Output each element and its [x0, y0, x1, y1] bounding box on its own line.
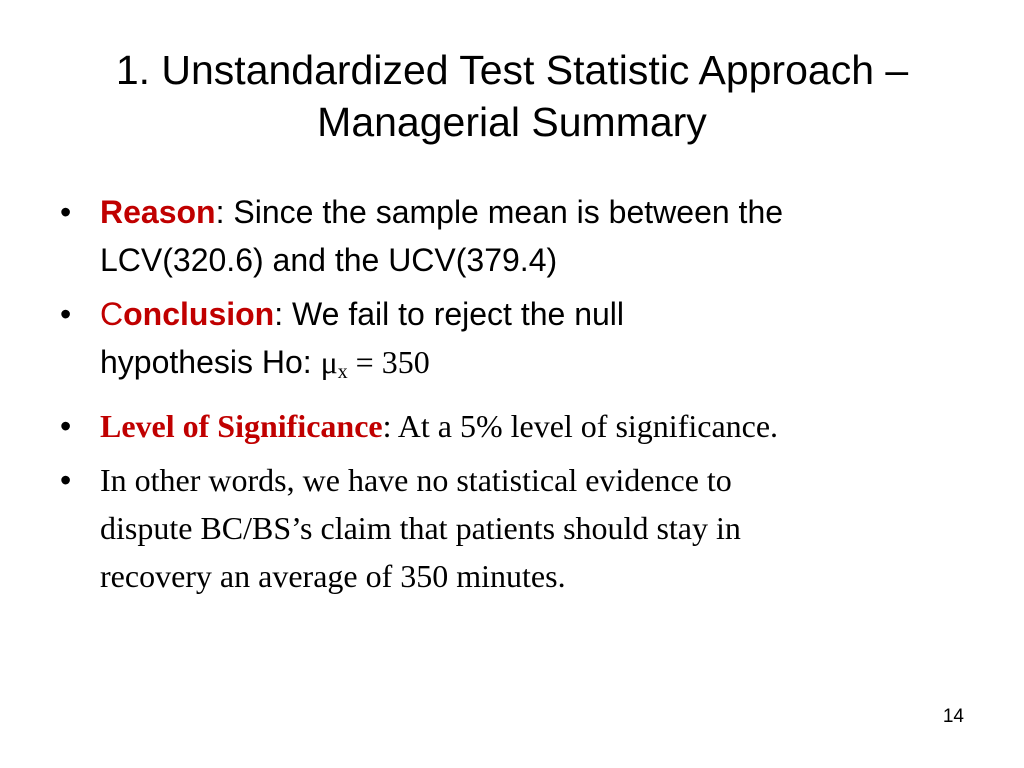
slide-title [40, 44, 984, 148]
bullet-conclusion-line-2 [100, 338, 978, 396]
mu-symbol: μ [320, 344, 338, 380]
significance-text: : At a 5% level of significance. [382, 407, 779, 444]
hypothesis-equation: = 350 [347, 344, 430, 380]
bullet-level-line [100, 402, 978, 450]
page-number: 14 [942, 706, 964, 727]
significance-label: Level of Significance [100, 407, 383, 444]
reason-label: Reason [100, 194, 216, 230]
slide-title-line-1: 1. Unstandardized Test Statistic Approach – [115, 47, 909, 93]
reason-text-1: : Since the sample mean is between the [215, 194, 784, 230]
other-words-line-2: dispute BC/BS’s claim that patients should stay in [100, 509, 741, 546]
slide-title-line-2: Managerial Summary [317, 99, 707, 145]
bullet-level-of-significance [58, 402, 978, 450]
conclusion-label-prefix: C [100, 296, 124, 332]
mu-subscript: x [337, 360, 348, 383]
conclusion-label: onclusion [123, 296, 275, 332]
bullet-marker: • [60, 194, 72, 230]
bullet-in-other-words [58, 456, 978, 600]
bullet-reason [58, 188, 978, 284]
bullet-marker: • [60, 296, 72, 332]
conclusion-text-1: : We fail to reject the null [274, 296, 625, 332]
other-words-line-1: In other words, we have no statistical evidence to [100, 461, 732, 498]
bullet-marker: • [60, 461, 72, 498]
bullet-conclusion-line-1 [100, 290, 978, 338]
bullet-list [58, 188, 978, 606]
bullet-conclusion [58, 290, 978, 396]
other-words-line-3: recovery an average of 350 minutes. [100, 557, 566, 594]
bullet-reason-line-1 [100, 188, 978, 236]
conclusion-text-2: hypothesis Ho: [100, 344, 321, 380]
reason-text-2: LCV(320.6) and the UCV(379.4) [100, 242, 558, 278]
bullet-marker: • [60, 407, 72, 444]
